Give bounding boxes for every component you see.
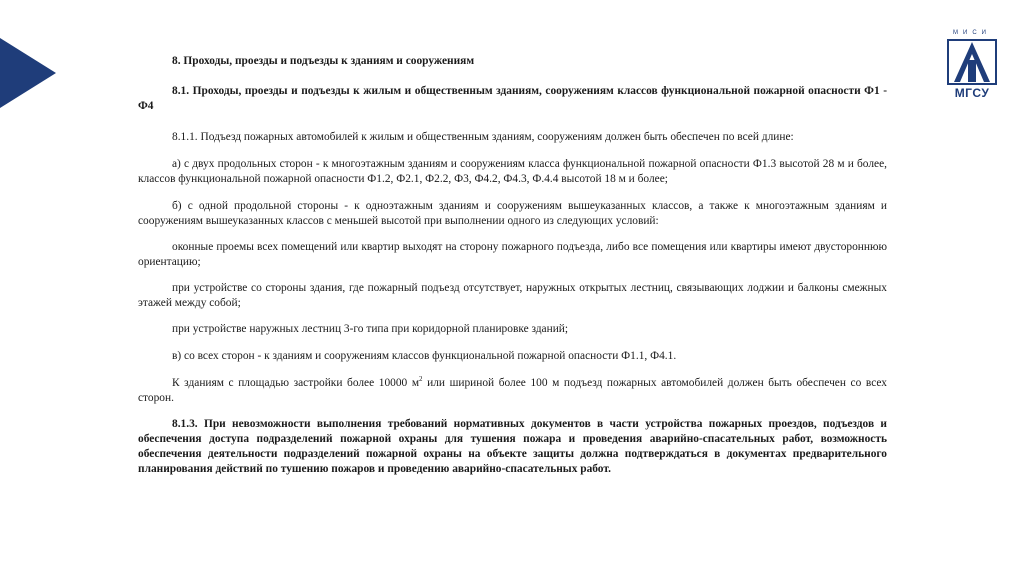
- logo-name: МГСУ: [954, 86, 990, 100]
- paragraph-8-1-1: 8.1.1. Подъезд пожарных автомобилей к жилым и общественным зданиям, сооружениям должен быть обеспечен по всей длине:: [172, 131, 794, 143]
- university-logo: [946, 30, 998, 106]
- subsection-heading: 8.1. Проходы, проезды и подъезды к жилым и общественным зданиям, сооружениям классов функциональной пожарной опасности Ф1 - Ф4: [138, 85, 887, 112]
- logo-letters: МИСИ: [953, 30, 991, 36]
- paragraph-a: а) с двух продольных сторон - к многоэтажным зданиям и сооружениям класса функциональной пожарной опасности Ф1.3 высотой 28 м и более, классов функциональной пожарной опасности Ф1.2, Ф2.1, Ф2.2, Ф3, Ф4.2, Ф4.3, Ф.4.4 высотой 18 м и более;: [138, 158, 887, 185]
- square-superscript: 2: [419, 375, 423, 384]
- paragraph-8-1-3: 8.1.3. При невозможности выполнения требований нормативных документов в части устройства пожарных проездов, подъездов и обеспечения доступа подразделений пожарной охраны для тушения пожара и проведения аварийно-спасательных работ, возможность обеспечения деятельности подразделений пожарной охраны на объекте защиты должна подтверждаться в документах предварительного планирования действий по тушению пожаров и проведению аварийно-спасательных работ.: [138, 418, 887, 475]
- paragraph-condition-1: оконные проемы всех помещений или квартир выходят на сторону пожарного подъезда, либо все помещения или квартиры имеют двустороннюю ориентацию;: [138, 241, 887, 268]
- document-body: [138, 54, 887, 477]
- paragraph-area-start: К зданиям с площадью застройки более 10000 м: [172, 377, 420, 389]
- section-heading: 8. Проходы, проезды и подъезды к зданиям и сооружениям: [172, 55, 475, 67]
- paragraph-b: б) с одной продольной стороны - к одноэтажным зданиям и сооружениям вышеуказанных классов, а также к многоэтажным зданиям и сооружениям вышеуказанных классов с меньшей высотой при выполнении одного из следующих условий:: [138, 200, 887, 227]
- paragraph-area-end: или шириной более 100 м подъезд пожарных автомобилей должен быть обеспечен со всех сторон.: [138, 377, 887, 404]
- triangle-arrow-icon: [0, 38, 56, 108]
- building-logo-icon: [946, 38, 998, 86]
- paragraph-condition-3: при устройстве наружных лестниц 3-го типа при коридорной планировке зданий;: [172, 323, 569, 335]
- paragraph-area: [138, 376, 887, 406]
- paragraph-v: в) со всех сторон - к зданиям и сооружениям классов функциональной пожарной опасности Ф1.1, Ф4.1.: [172, 350, 677, 362]
- paragraph-condition-2: при устройстве со стороны здания, где пожарный подъезд отсутствует, наружных открытых лестниц, связывающих лоджии и балконы смежных этажей между собой;: [138, 282, 887, 309]
